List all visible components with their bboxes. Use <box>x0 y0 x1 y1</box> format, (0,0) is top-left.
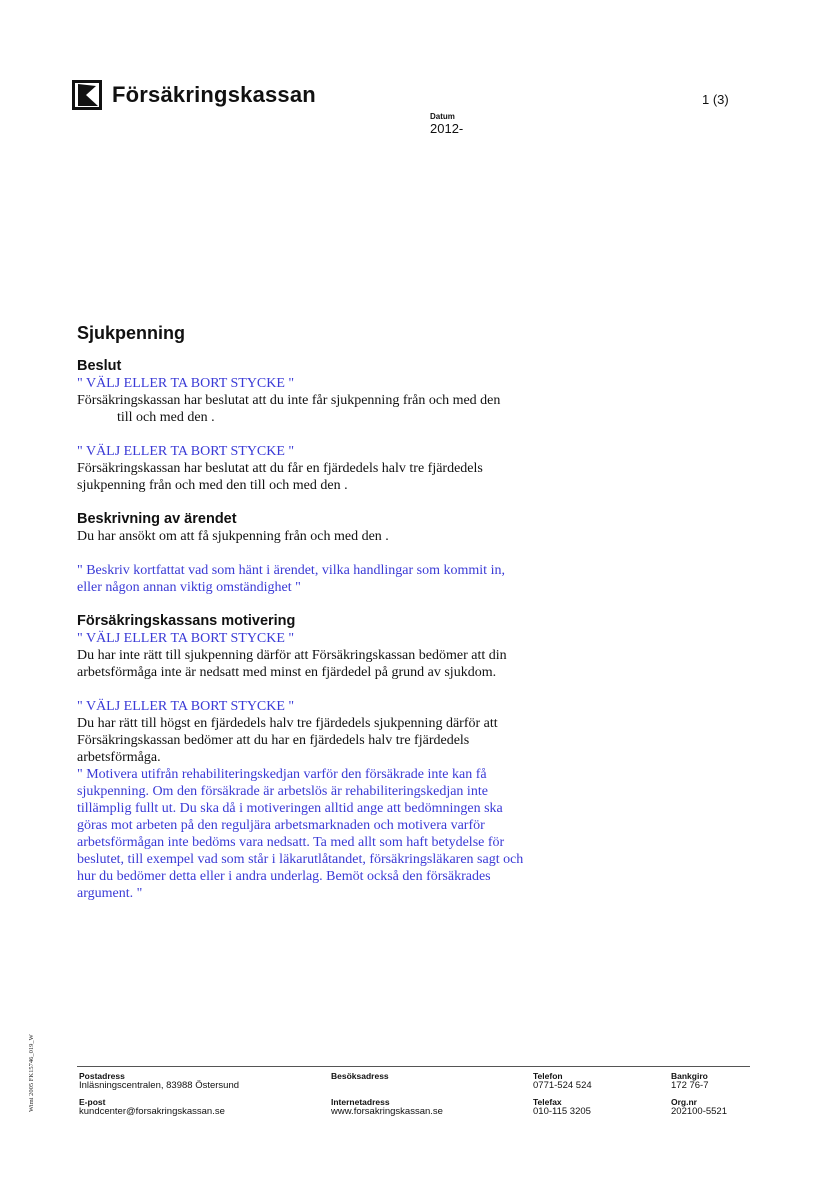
choose-block-placeholder[interactable]: " VÄLJ ELLER TA BORT STYCKE " <box>77 444 295 459</box>
footer-col-postadress <box>79 1071 239 1117</box>
footer-divider <box>77 1066 750 1067</box>
motivering-hint[interactable]: " Motivera utifrån rehabiliteringskedjan varför den försäkrade inte kan få <box>77 767 487 782</box>
besoksadress-label: Besöksadress <box>331 1071 389 1081</box>
beslut-text: till och med den . <box>117 410 215 425</box>
motivering-heading: Försäkringskassans motivering <box>77 613 296 629</box>
datum-label: Datum <box>430 112 455 121</box>
motivering-hint[interactable]: hur du bedömer detta eller i andra underlag. Bemöt också den försäkrades <box>77 869 491 884</box>
page-number: 1 (3) <box>702 92 729 107</box>
motivering-text: arbetsförmåga inte är nedsatt med minst en fjärdedel på grund av sjukdom. <box>77 665 497 680</box>
datum-value: 2012- <box>430 121 464 136</box>
form-code: Wimi 2005 FK15746_019_W <box>28 1034 35 1112</box>
choose-block-placeholder[interactable]: " VÄLJ ELLER TA BORT STYCKE " <box>77 376 295 391</box>
motivering-hint[interactable]: arbetsförmågan inte bedöms vara nedsatt. Ta med allt som haft betydelse för <box>77 835 505 850</box>
motivering-text: Försäkringskassan bedömer att du har en fjärdedels halv tre fjärdedels <box>77 733 470 748</box>
beskrivning-heading: Beskrivning av ärendet <box>77 511 237 527</box>
epost-value[interactable]: kundcenter@forsakringskassan.se <box>79 1106 225 1117</box>
beslut-heading: Beslut <box>77 358 122 374</box>
motivering-hint[interactable]: argument. " <box>77 886 143 901</box>
telefon-label: Telefon <box>533 1071 563 1081</box>
motivering-hint[interactable]: göras mot arbeten på den reguljära arbetsmarknaden och motivera varför <box>77 818 485 833</box>
bankgiro-label: Bankgiro <box>671 1071 708 1081</box>
logo-text: Försäkringskassan <box>112 82 316 107</box>
internetadress-label: Internetadress <box>331 1097 390 1107</box>
postadress-value: Inläsningscentralen, 83988 Östersund <box>79 1080 240 1091</box>
orgnr-label: Org.nr <box>671 1097 697 1107</box>
telefon-value: 0771-524 524 <box>533 1080 592 1091</box>
motivering-hint[interactable]: tillämplig fullt ut. Du ska då i motiveringen alltid ange att bedömningen ska <box>77 801 503 816</box>
footer-col-besoksadress <box>331 1071 443 1117</box>
motivering-hint[interactable]: beslutet, till exempel vad som står i läkarutlåtandet, försäkringsläkaren sagt och <box>77 852 524 867</box>
beslut-text: Försäkringskassan har beslutat att du inte får sjukpenning från och med den <box>77 393 501 408</box>
bankgiro-value: 172 76-7 <box>671 1080 709 1091</box>
beskrivning-text: Du har ansökt om att få sjukpenning från och med den . <box>77 529 389 544</box>
beslut-text: sjukpenning från och med den till och med den . <box>77 478 348 493</box>
footer-col-telefon <box>533 1071 592 1117</box>
postadress-label: Postadress <box>79 1071 125 1081</box>
beslut-text: Försäkringskassan har beslutat att du får en fjärdedels halv tre fjärdedels <box>77 461 483 476</box>
beskrivning-hint[interactable]: eller någon annan viktig omständighet " <box>77 580 301 595</box>
motivering-text: arbetsförmåga. <box>77 750 161 765</box>
document-body <box>77 322 637 902</box>
logo-icon <box>72 80 102 110</box>
choose-block-placeholder[interactable]: " VÄLJ ELLER TA BORT STYCKE " <box>77 699 295 714</box>
footer-col-bankgiro <box>671 1071 727 1117</box>
internetadress-value[interactable]: www.forsakringskassan.se <box>331 1106 443 1117</box>
epost-label: E-post <box>79 1097 106 1107</box>
logo <box>72 80 316 110</box>
motivering-hint[interactable]: sjukpenning. Om den försäkrade är arbetslös är rehabiliteringskedjan inte <box>77 784 488 799</box>
orgnr-value: 202100-5521 <box>671 1106 727 1117</box>
choose-block-placeholder[interactable]: " VÄLJ ELLER TA BORT STYCKE " <box>77 631 295 646</box>
document-title: Sjukpenning <box>77 323 185 343</box>
telefax-label: Telefax <box>533 1097 562 1107</box>
motivering-text: Du har rätt till högst en fjärdedels halv tre fjärdedels sjukpenning därför att <box>77 716 498 731</box>
motivering-text: Du har inte rätt till sjukpenning därför att Försäkringskassan bedömer att din <box>77 648 507 663</box>
telefax-value: 010-115 3205 <box>533 1106 591 1117</box>
beskrivning-hint[interactable]: " Beskriv kortfattat vad som hänt i ärendet, vilka handlingar som kommit in, <box>77 563 505 578</box>
